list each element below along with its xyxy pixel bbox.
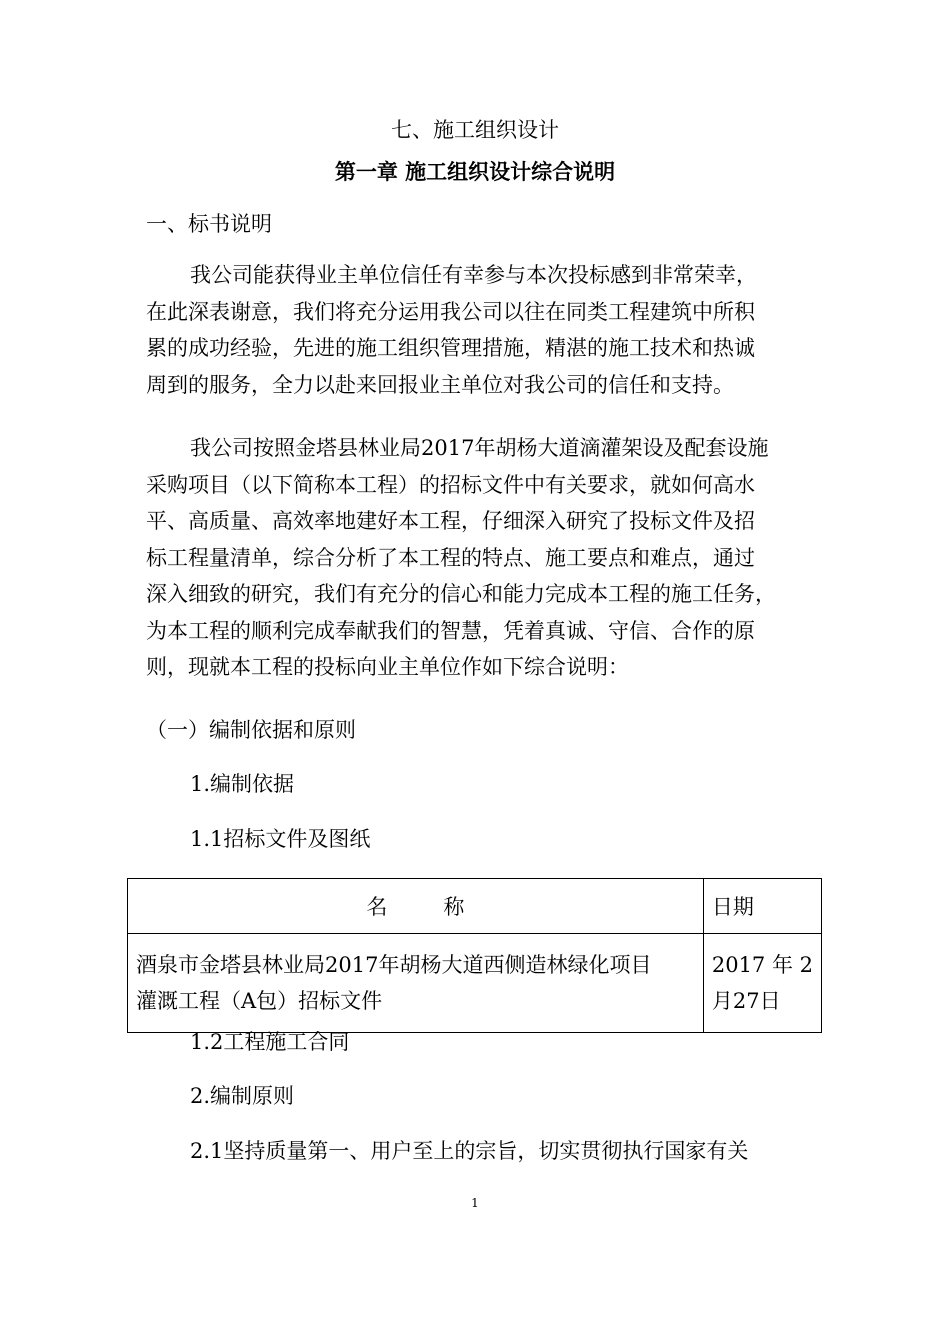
item-bid-documents: 1.1招标文件及图纸 xyxy=(190,827,371,851)
table-header-row xyxy=(128,879,822,934)
paragraph-line: 我公司能获得业主单位信任有幸参与本次投标感到非常荣幸， xyxy=(190,263,757,287)
paragraph-line: 深入细致的研究，我们有充分的信心和能力完成本工程的施工任务， xyxy=(146,582,776,606)
paragraph-line: 为本工程的顺利完成奉献我们的智慧，凭着真诚、守信、合作的原 xyxy=(146,618,755,643)
paragraph-line: 平、高质量、高效率地建好本工程，仔细深入研究了投标文件及招 xyxy=(146,509,755,533)
chapter-title: 第一章 施工组织设计综合说明 xyxy=(334,159,616,184)
subsection-heading: （一）编制依据和原则 xyxy=(146,718,356,742)
paragraph-line: 则，现就本工程的投标向业主单位作如下综合说明： xyxy=(146,655,629,679)
paragraph-line: 周到的服务，全力以赴来回报业主单位对我公司的信任和支持。 xyxy=(146,372,734,397)
paragraph-line: 标工程量清单，综合分析了本工程的特点、施工要点和难点，通过 xyxy=(146,545,755,570)
paragraph-line: 累的成功经验，先进的施工组织管理措施，精湛的施工技术和热诚 xyxy=(146,336,755,360)
page-number: 1 xyxy=(471,1196,479,1210)
item-quality-first: 2.1坚持质量第一、用户至上的宗旨，切实贯彻执行国家有关 xyxy=(190,1139,749,1163)
table-header-name: 名 称 xyxy=(128,879,704,934)
paragraph-line: 在此深表谢意，我们将充分运用我公司以往在同类工程建筑中所积 xyxy=(146,299,755,324)
table-cell-name: 酒泉市金塔县林业局2017年胡杨大道西侧造林绿化项目 灌溉工程（A包）招标文件 xyxy=(128,934,704,1033)
table-header-date: 日期 xyxy=(703,879,821,934)
table-cell-date: 2017 年 2 月27日 xyxy=(703,934,821,1033)
item-construction-contract: 1.2工程施工合同 xyxy=(190,1030,350,1054)
item-compilation-principles: 2.编制原则 xyxy=(190,1084,295,1108)
paragraph-line: 采购项目（以下简称本工程）的招标文件中有关要求，就如何高水 xyxy=(146,472,755,497)
paragraph-bid-description xyxy=(146,257,826,403)
item-compilation-basis: 1.编制依据 xyxy=(190,772,295,796)
paragraph-line: 我公司按照金塔县林业局2017年胡杨大道滴灌架设及配套设施 xyxy=(190,436,769,460)
bid-documents-table xyxy=(127,878,822,1033)
paragraph-bid-approach xyxy=(146,430,826,686)
table-row xyxy=(128,934,822,1033)
document-title: 七、施工组织设计 xyxy=(391,118,559,142)
section-heading: 一、标书说明 xyxy=(146,212,272,236)
